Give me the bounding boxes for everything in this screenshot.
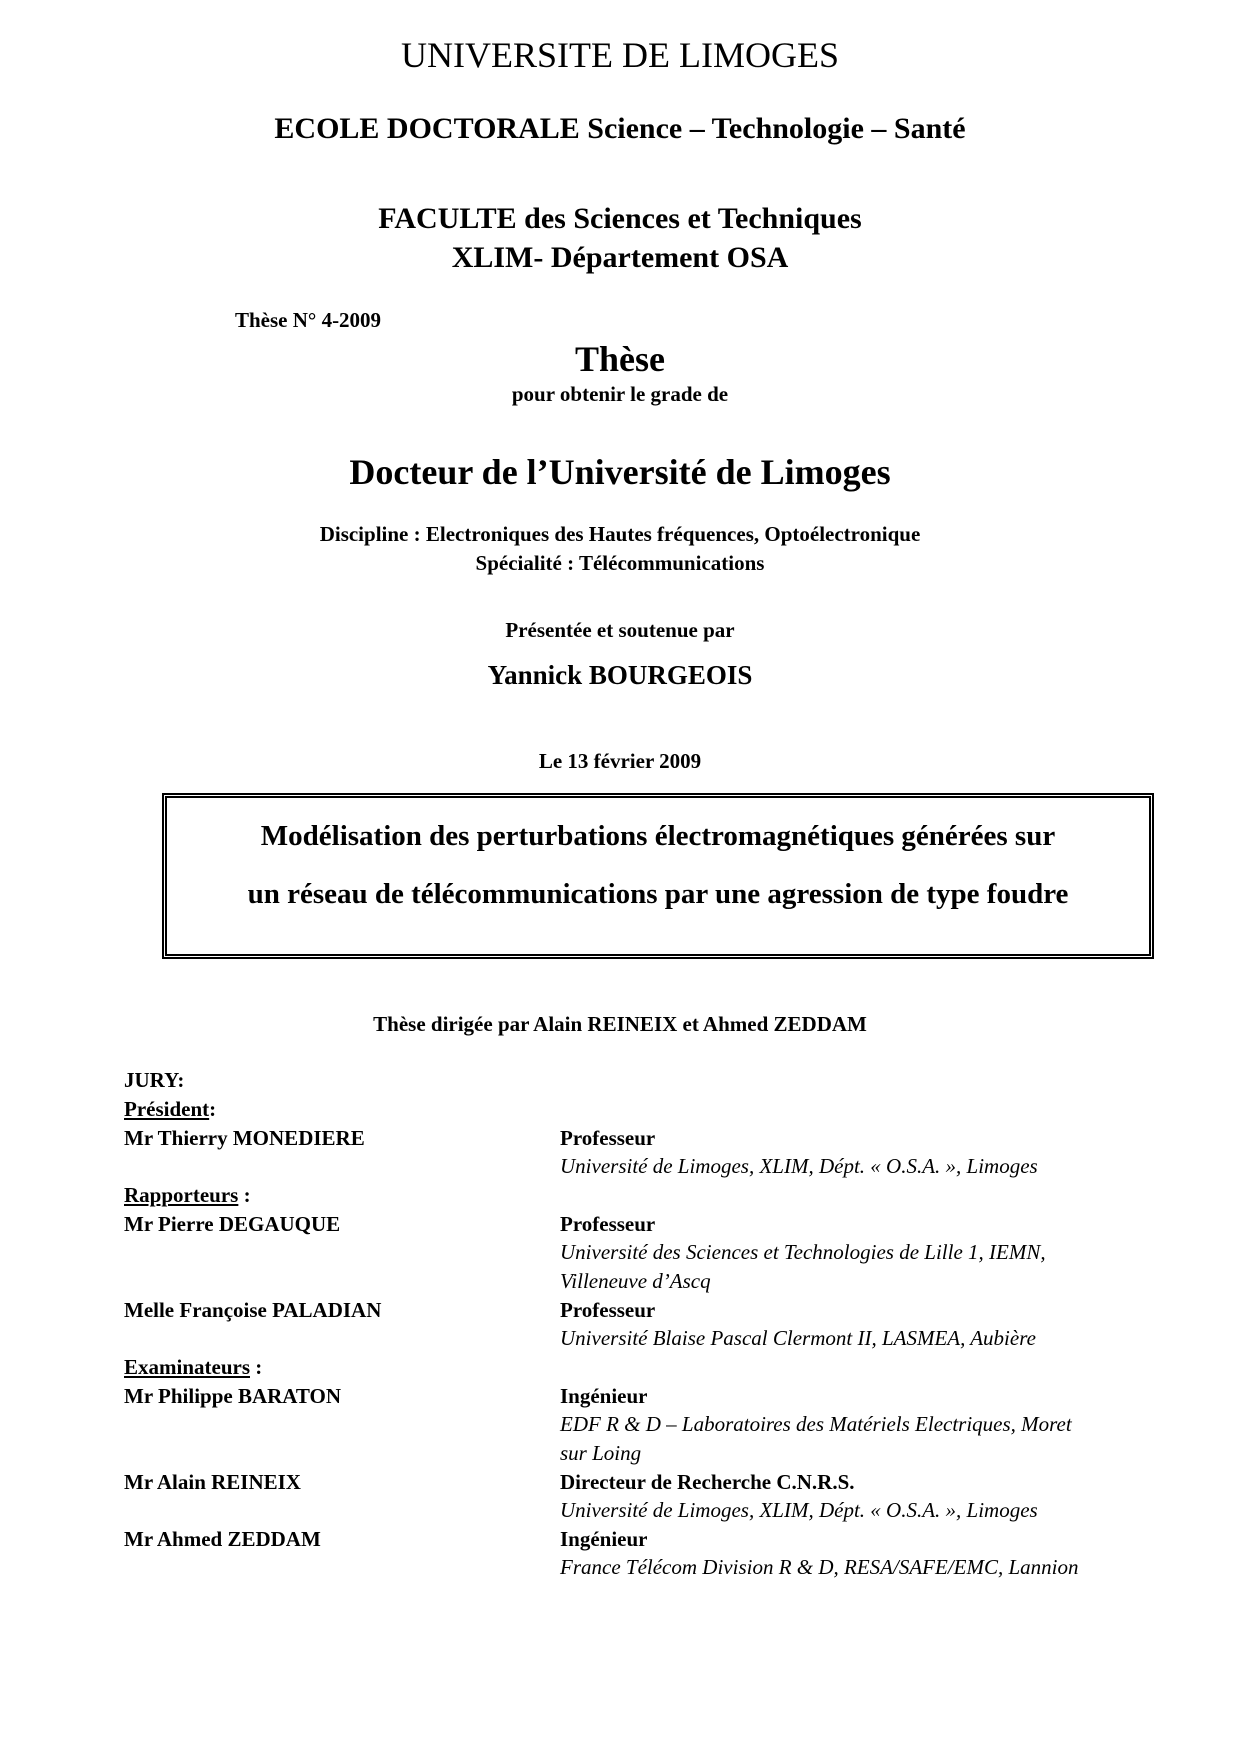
department: XLIM- Département OSA (451, 241, 789, 274)
examinateurs-colon: : (250, 1355, 263, 1379)
jury-member-affiliation: Université de Limoges, XLIM, Dépt. « O.S.A. », Limoges (560, 1498, 1038, 1522)
jury-member-role: Ingénieur (560, 1527, 648, 1551)
jury-member-role: Directeur de Recherche C.N.R.S. (560, 1470, 855, 1494)
faculty: FACULTE des Sciences et Techniques (378, 202, 862, 235)
university-name: UNIVERSITE DE LIMOGES (401, 35, 839, 75)
grade-line: pour obtenir le grade de (511, 382, 729, 406)
jury-heading: JURY: (124, 1068, 185, 1092)
rapporteurs-colon: : (238, 1183, 251, 1207)
jury-member-affiliation: France Télécom Division R & D, RESA/SAFE/EMC, Lannion (560, 1555, 1079, 1579)
jury-member-affiliation: EDF R & D – Laboratoires des Matériels Electriques, Moret (560, 1412, 1072, 1436)
degree-title: Docteur de l’Université de Limoges (349, 452, 891, 492)
thesis-label: Thèse (575, 339, 665, 379)
jury-member-role: Professeur (560, 1126, 656, 1150)
thesis-number: Thèse N° 4-2009 (235, 308, 382, 332)
president-colon: : (209, 1097, 217, 1121)
jury-member-name: Mr Pierre DEGAUQUE (124, 1212, 341, 1236)
jury-member-name: Melle Françoise PALADIAN (124, 1298, 382, 1322)
examinateurs-label: Examinateurs (124, 1355, 250, 1379)
doctoral-school: ECOLE DOCTORALE Science – Technologie – Santé (274, 112, 966, 145)
jury-member-role: Ingénieur (560, 1384, 648, 1408)
jury-member-name: Mr Ahmed ZEDDAM (124, 1527, 321, 1551)
jury-member-name: Mr Thierry MONEDIERE (124, 1126, 365, 1150)
jury-member-affiliation: Université Blaise Pascal Clermont II, LASMEA, Aubière (560, 1326, 1036, 1350)
jury-member-affiliation-cont: Villeneuve d’Ascq (560, 1269, 711, 1293)
defense-date: Le 13 février 2009 (538, 749, 702, 773)
jury-member-role: Professeur (560, 1212, 656, 1236)
discipline: Discipline : Electroniques des Hautes fréquences, Optoélectronique (319, 522, 921, 546)
jury-member-name: Mr Alain REINEIX (124, 1470, 301, 1494)
speciality: Spécialité : Télécommunications (475, 551, 765, 575)
rapporteurs-label: Rapporteurs (124, 1183, 239, 1207)
thesis-title-box (162, 793, 1154, 959)
jury-member-affiliation-cont: sur Loing (560, 1441, 642, 1465)
jury-member-affiliation: Université de Limoges, XLIM, Dépt. « O.S.A. », Limoges (560, 1154, 1038, 1178)
thesis-title-line-1: Modélisation des perturbations électromagnétiques générées sur (260, 820, 1056, 852)
author-name: Yannick BOURGEOIS (487, 660, 753, 690)
directed-by: Thèse dirigée par Alain REINEIX et Ahmed ZEDDAM (373, 1012, 867, 1036)
rapporteurs-heading (124, 1183, 251, 1208)
examinateurs-heading (124, 1355, 262, 1380)
jury-member-affiliation: Université des Sciences et Technologies de Lille 1, IEMN, (560, 1240, 1046, 1264)
thesis-title-line-2: un réseau de télécommunications par une agression de type foudre (247, 878, 1069, 910)
jury-member-role: Professeur (560, 1298, 656, 1322)
president-heading (124, 1097, 216, 1122)
presented-by: Présentée et soutenue par (505, 618, 735, 642)
president-label: Président (124, 1097, 210, 1121)
jury-member-name: Mr Philippe BARATON (124, 1384, 342, 1408)
